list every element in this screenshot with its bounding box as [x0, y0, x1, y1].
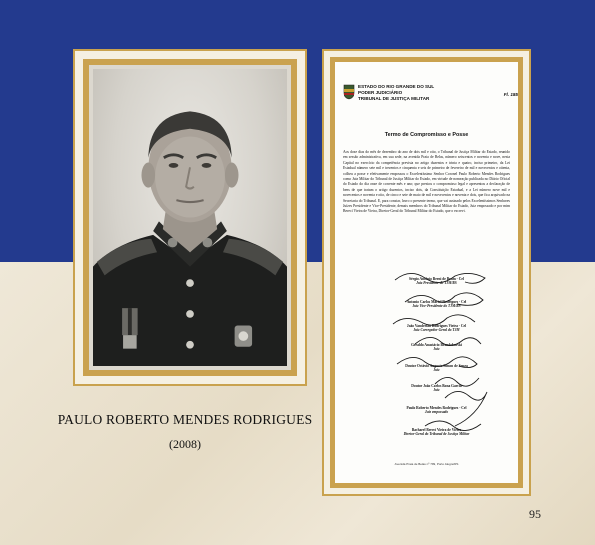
- signature-role: Juiz: [433, 388, 440, 393]
- signature-name: Antonio Carlos Maciel Rodrigues - Cel: [406, 300, 467, 304]
- signature-name: Paulo Roberto Mendes Rodrigues - Cel: [406, 406, 467, 410]
- signature-block: [365, 324, 508, 333]
- document-body-text: Aos doze dias do mês de dezembro do ano de dois mil e oito, o Tribunal de Justiça Militar do Estado, reunido em sessão administrativa, em sua sede, na avenida Praia de Belas, número seiscentos e noventa e nove, nesta Capital no exercício da competência prevista no artigo duzentos e trinta e quatro, inciso primeiro, da Lei Estadual número sete mil e trezentos e cinquenta e seis de primeiro de fevereiro de mil e novecentos e oitenta, colheu a posse e efetivamente empossou o Excelentíssimo Senhor Coronel Paulo Roberto Mendes Rodrigues como Juiz Militar do Tribunal de Justiça Militar do Estado, em virtude de nomeação publicada no Diário Oficial do Estado do dia onze de corrente mês e ano; que prestou o compromisso legal e apresentou a declaração de bens de que tratam o artigo duzentos, inciso dois, da Constituição Estadual, e a Lei número nove mil e novecentos e noventa e oito, de cinco e sete de maio de mil e novecentos e noventa e dois, que fica arquivado na Secretaria do Tribunal. E, para constar, lavro o presente termo, que vai assinado pelos Excelentíssimos Senhores Juízes Presidente e Vice-Presidente, demais membros do Tribunal Militar do Estado, Juiz empossado e por mim Berecí Vieira de Vieira, Diretor-Geral do Tribunal Militar do Estado, que o escrevi.: [343, 150, 510, 214]
- document-title: Termo de Compromisso e Posse: [384, 132, 469, 138]
- officer-portrait-illustration: [93, 69, 287, 366]
- document-header: [343, 84, 518, 114]
- signature-name: Geraldo Anastácio Brandeburski: [411, 343, 462, 347]
- signature-name: Doutor João Carlos Bona Garcia: [411, 384, 462, 388]
- signature-role: Juiz: [433, 347, 440, 352]
- signature-role: Diretor-Geral do Tribunal de Justiça Militar: [403, 432, 470, 437]
- state-crest-icon: [343, 84, 355, 100]
- signature-name: Doutor Octávio Augusto Simon de Souza: [405, 364, 468, 368]
- signature-name: João Vanderlan Rodrigues Vieira - Cel: [406, 324, 467, 328]
- document-page: [330, 57, 523, 488]
- portrait-photo: [93, 69, 287, 366]
- document-footer: Avenida Praia de Belas nº 799, Porto Alegre/RS: [394, 462, 459, 466]
- header-line-court: TRIBUNAL DE JUSTIÇA MILITAR: [358, 96, 430, 101]
- signature-name: Bacharel Berecí Vieira de Vieira: [411, 428, 462, 432]
- portrait-frame: [73, 49, 307, 386]
- header-line-state: ESTADO DO RIO GRANDE DO SUL: [358, 84, 435, 89]
- signature-role: Juiz Presidente do TJM/RS: [416, 281, 457, 286]
- signature-name: Sérgio Antônio Berni de Brum - Cel: [409, 277, 464, 281]
- folio-number: Fl. 185: [503, 92, 518, 97]
- handwritten-signatures: [385, 266, 505, 446]
- page-number: 95: [529, 507, 541, 521]
- portrait-caption-year: (2008): [169, 437, 201, 451]
- signature-role: Juiz: [433, 368, 440, 373]
- signature-role: Juiz Vice-Presidente do TJM/RS: [412, 304, 461, 309]
- signature-block: [365, 406, 508, 415]
- header-line-power: PODER JUDICIÁRIO: [358, 90, 403, 95]
- portrait-gold-border: [83, 59, 297, 376]
- signature-block: [365, 300, 508, 309]
- signature-block: [365, 364, 508, 373]
- signature-block: [365, 384, 508, 393]
- portrait-caption-name: PAULO ROBERTO MENDES RODRIGUES: [57, 412, 313, 427]
- document-frame: [322, 49, 531, 496]
- signature-role: Juiz Corregedor-Geral do TJM: [413, 328, 460, 333]
- signature-role: Juiz empossado: [424, 410, 449, 415]
- signature-block: [365, 277, 508, 286]
- signature-block: [365, 343, 508, 352]
- signature-block: [365, 428, 508, 437]
